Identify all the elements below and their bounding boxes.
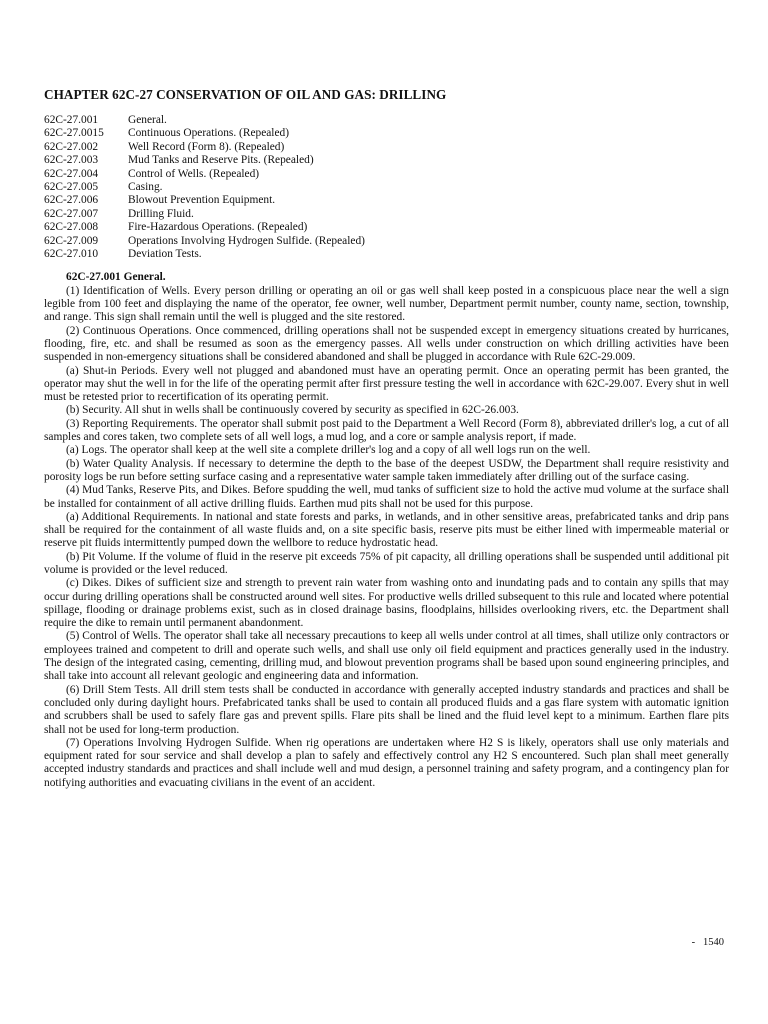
toc-title: Mud Tanks and Reserve Pits. (Repealed) [128, 154, 314, 167]
toc-title: Continuous Operations. (Repealed) [128, 127, 290, 140]
page-number: - 1540 [691, 937, 724, 948]
paragraph: (a) Additional Requirements. In national and state forests and parks, in wetlands, and in other sensitive areas, prefabricated tanks and drip pans shall be required for the containment of all waste fluids and, on a site specific basis, reserve pits must be either lined with impermeable material or reserve pit fluids intermittently pumped down the wellbore to reduce hydrostatic head. [44, 510, 729, 550]
toc-title: Drilling Fluid. [128, 207, 194, 220]
paragraph: (a) Shut-in Periods. Every well not plugged and abandoned must have an operating permit. Once an operating permit has been granted, the operator may shut the well in for the life of the operating permit after first pressure testing the well in accordance with 62C-29.007. Every shut in well must be retested prior to recertification of its operating permit. [44, 364, 729, 404]
toc-row [44, 114, 729, 127]
toc-row [44, 141, 729, 154]
toc-row [44, 194, 729, 207]
toc-row [44, 127, 729, 140]
paragraph: (4) Mud Tanks, Reserve Pits, and Dikes. Before spudding the well, mud tanks of sufficient size to hold the active mud volume at the surface shall be installed for containment of all active drilling fluids. Earthen mud pits shall not be used for this purpose. [44, 484, 729, 510]
toc-row [44, 181, 729, 194]
table-of-contents [44, 114, 729, 261]
toc-row [44, 154, 729, 167]
toc-row [44, 235, 729, 248]
toc-row [44, 208, 729, 221]
section-body [44, 285, 729, 790]
toc-code: 62C-27.003 [44, 154, 99, 167]
toc-code: 62C-27.004 [44, 167, 99, 180]
toc-title: General. [128, 114, 167, 126]
toc-code: 62C-27.007 [44, 207, 99, 220]
paragraph: (3) Reporting Requirements. The operator shall submit post paid to the Department a Well Record (Form 8), abbreviated driller's log, a cut of all samples and cores taken, two complete sets of all well logs, a mud log, and a core or sample analysis report, if made. [44, 417, 729, 444]
paragraph: (b) Security. All shut in wells shall be continuously covered by security as specified in 62C-26.003. [66, 404, 519, 417]
toc-code: 62C-27.0015 [44, 127, 104, 140]
paragraph: (b) Pit Volume. If the volume of fluid in the reserve pit exceeds 75% of pit capacity, all drilling operations shall be suspended until additional pit volume is provided or the level reduced. [44, 550, 729, 576]
paragraph: (b) Water Quality Analysis. If necessary to determine the depth to the base of the deepest USDW, the Department shall require resistivity and porosity logs be run before setting surface casing and a representative water sample taken immediately after drilling out of the surface casing. [44, 457, 729, 483]
toc-title: Fire-Hazardous Operations. (Repealed) [128, 221, 308, 234]
toc-code: 62C-27.009 [44, 234, 99, 247]
toc-code: 62C-27.001 [44, 114, 99, 126]
toc-title: Well Record (Form 8). (Repealed) [128, 140, 285, 153]
paragraph: (c) Dikes. Dikes of sufficient size and strength to prevent rain water from washing onto and inundating pads and to contain any spills that may occur during drilling operations shall be constructed around well sites. For productive wells drilled subsequent to this rule and located where potential spillage, flooding or drainage problems exist, such as in closed drainage basins, floodplains, hillsides overlooking rivers, etc. the Department shall require the dike to remain until permanent abandonment. [44, 577, 729, 630]
paragraph: (5) Control of Wells. The operator shall take all necessary precautions to keep all wells under control at all times, shall utilize only contractors or employees trained and competent to drill and operate such wells, and shall use only oil field equipment and practices generally used in the industry. The design of the integrated casing, cementing, drilling mud, and blowout prevention programs shall be based upon sound engineering principles, and shall take into account all relevant geologic and engineering data and information. [44, 630, 729, 683]
toc-title: Deviation Tests. [128, 248, 202, 261]
toc-code: 62C-27.010 [44, 248, 99, 261]
paragraph: (a) Logs. The operator shall keep at the well site a complete driller's log and a copy of all well logs run on the well. [66, 444, 591, 457]
toc-row [44, 221, 729, 234]
toc-title: Operations Involving Hydrogen Sulfide. (Repealed) [128, 234, 365, 247]
toc-code: 62C-27.002 [44, 140, 99, 153]
toc-code: 62C-27.006 [44, 194, 99, 207]
document-page [44, 86, 729, 790]
paragraph: (2) Continuous Operations. Once commenced, drilling operations shall not be suspended except in emergency situations created by hurricanes, flooding, fire, etc. and shall be resumed as soon as the emergency passes. All wells under construction on which drilling activities have been suspended in non-emergency situations shall be considered abandoned and shall be plugged in accordance with Rule 62C-29.009. [44, 324, 729, 364]
chapter-title: CHAPTER 62C-27 CONSERVATION OF OIL AND GAS: DRILLING [44, 87, 447, 102]
toc-row [44, 168, 729, 181]
toc-title: Blowout Prevention Equipment. [128, 194, 276, 207]
toc-row [44, 248, 729, 261]
toc-title: Casing. [128, 181, 163, 194]
paragraph: (6) Drill Stem Tests. All drill stem tests shall be conducted in accordance with generally accepted industry standards and practices and shall be concluded only during daylight hours. Prefabricated tanks shall be used to contain all produced fluids and a gas flare system with automatic ignition and scrubbers shall be used to safely flare gas and prevent spills. Flare pits shall be lined and the fluid level kept to a minimum. Earthen flare pits shall not be used for long-term production. [44, 683, 729, 736]
paragraph: (7) Operations Involving Hydrogen Sulfide. When rig operations are undertaken where H2 S is likely, operators shall use only materials and equipment rated for sour service and shall develop a plan to safely and effectively control any H2 S encountered. Such plan shall meet generally accepted industry standards and practices and shall include well and mud design, a personnel training and safety program, and a contingency plan for notifying authorities and evacuating civilians in the event of an accident. [44, 736, 729, 789]
toc-code: 62C-27.008 [44, 221, 99, 234]
toc-title: Control of Wells. (Repealed) [128, 167, 260, 180]
toc-code: 62C-27.005 [44, 181, 99, 194]
paragraph: (1) Identification of Wells. Every person drilling or operating an oil or gas well shall keep posted in a conspicuous place near the well a sign legible from 100 feet and displaying the name of the operator, fee owner, well number, Department permit number, county name, section, township, and range. This sign shall remain until the well is plugged and the site restored. [44, 284, 729, 324]
section-heading: 62C-27.001 General. [66, 271, 166, 284]
